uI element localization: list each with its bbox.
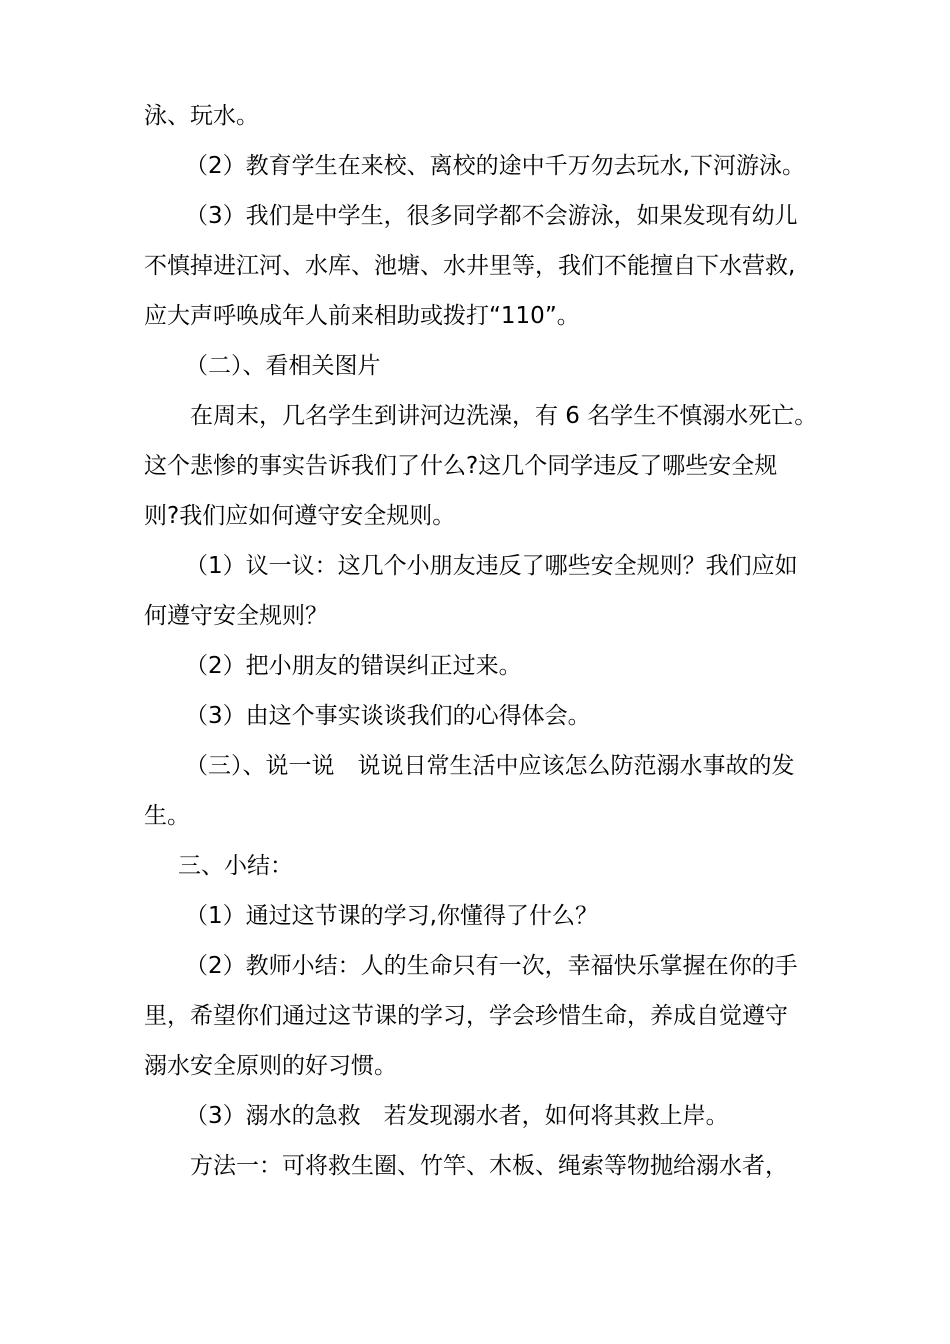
text-line: 何遵守安全规则？	[144, 603, 328, 629]
text-line: （3）由这个事实谈谈我们的心得体会。	[185, 703, 591, 729]
text-line: 溺水安全原则的好习惯。	[144, 1053, 397, 1079]
text-line: 方法一：可将救生圈、竹竿、木板、绳索等物抛给溺水者，	[190, 1153, 788, 1179]
text-line: （1）通过这节课的学习,你懂得了什么？	[185, 903, 598, 929]
text-line: 生。	[144, 803, 190, 829]
text-line: （3）溺水的急救 若发现溺水者，如何将其救上岸。	[185, 1103, 729, 1129]
section-heading: 三、小结：	[178, 853, 293, 879]
text-line: （2）教师小结：人的生命只有一次，幸福快乐掌握在你的手	[185, 953, 798, 979]
text-line: 在周末，几名学生到讲河边洗澡，有 6 名学生不慎溺水死亡。	[190, 403, 818, 429]
text-line: 应大声呼唤成年人前来相助或拨打“110”。	[144, 303, 580, 329]
text-line: 则?我们应如何遵守安全规则。	[144, 503, 456, 529]
text-line: （3）我们是中学生，很多同学都不会游泳，如果发现有幼儿	[185, 203, 798, 229]
text-line: （2）教育学生在来校、离校的途中千万勿去玩水,下河游泳。	[185, 153, 805, 179]
text-line: （1）议一议：这几个小朋友违反了哪些安全规则？我们应如	[185, 553, 798, 579]
section-heading: （二）、看相关图片	[185, 353, 381, 379]
text-line: 泳、玩水。	[144, 103, 259, 129]
text-line: 里，希望你们通过这节课的学习，学会珍惜生命，养成自觉遵守	[144, 1003, 788, 1029]
text-line: 这个悲惨的事实告诉我们了什么?这几个同学违反了哪些安全规	[144, 453, 778, 479]
section-heading: （三）、说一说 说说日常生活中应该怎么防范溺水事故的发	[185, 753, 795, 779]
text-line: （2）把小朋友的错误纠正过来。	[185, 653, 522, 679]
text-line: 不慎掉进江河、水库、池塘、水井里等，我们不能擅自下水营救,	[144, 253, 796, 279]
